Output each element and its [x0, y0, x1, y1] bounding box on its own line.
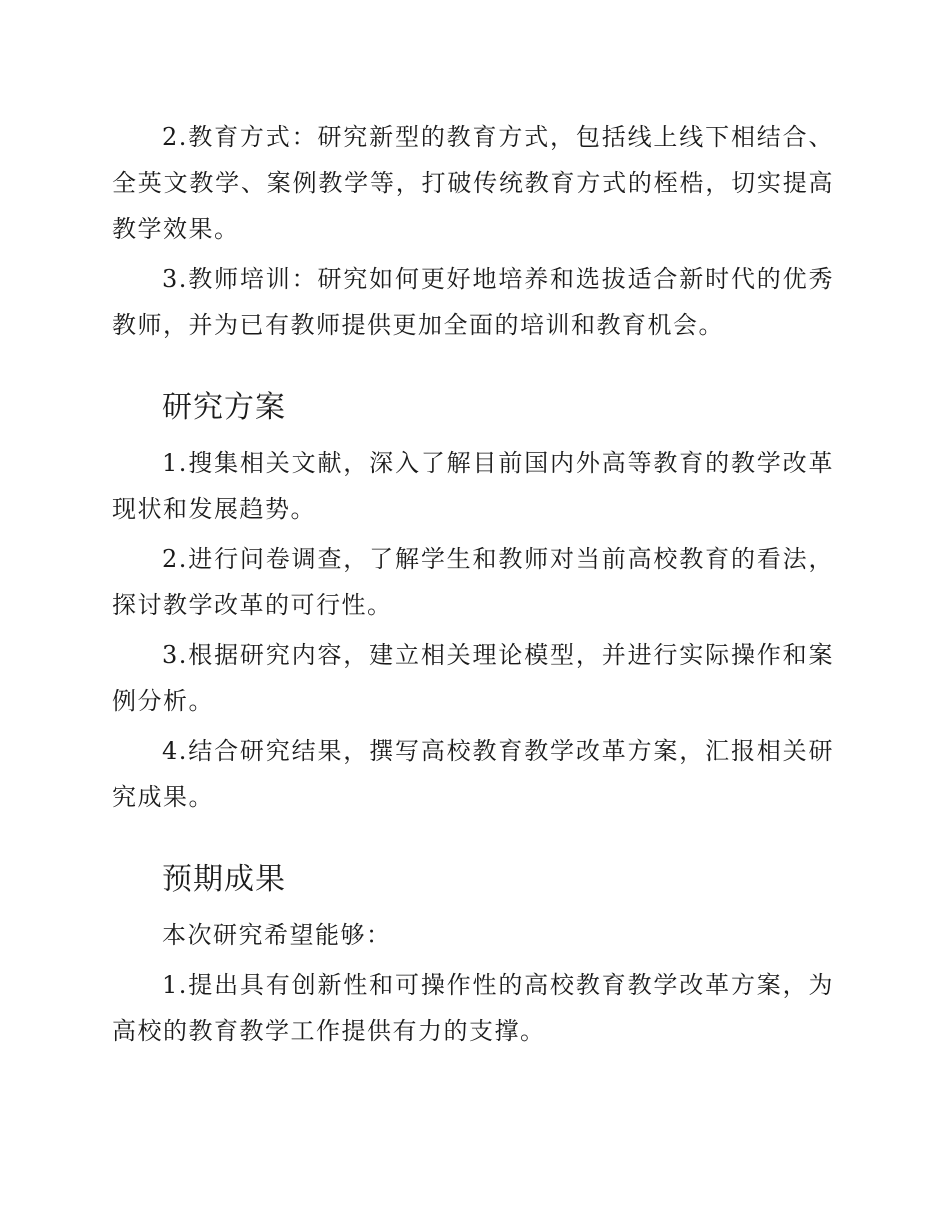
heading-research-plan: 研究方案 — [162, 390, 286, 425]
document-body — [112, 114, 834, 1058]
heading-expected-results: 预期成果 — [162, 862, 286, 897]
research-plan-item-1: 1.搜集相关文献，深入了解目前国内外高等教育的教学改革现状和发展趋势。 — [112, 449, 834, 523]
research-plan-item-3: 3.根据研究内容，建立相关理论模型，并进行实际操作和案例分析。 — [112, 641, 834, 715]
paragraph-teacher-training: 3.教师培训：研究如何更好地培养和选拔适合新时代的优秀教师，并为已有教师提供更加全面的培训和教育机会。 — [112, 265, 834, 339]
paragraph-education-method: 2.教育方式：研究新型的教育方式，包括线上线下相结合、全英文教学、案例教学等，打破传统教育方式的桎梏，切实提高教学效果。 — [112, 123, 834, 243]
research-plan-item-2: 2.进行问卷调查，了解学生和教师对当前高校教育的看法，探讨教学改革的可行性。 — [112, 545, 834, 619]
research-plan-item-4: 4.结合研究结果，撰写高校教育教学改革方案，汇报相关研究成果。 — [112, 737, 834, 811]
expected-results-intro: 本次研究希望能够： — [162, 921, 392, 949]
expected-results-item-1: 1.提出具有创新性和可操作性的高校教育教学改革方案，为高校的教育教学工作提供有力的支撑。 — [112, 971, 834, 1045]
